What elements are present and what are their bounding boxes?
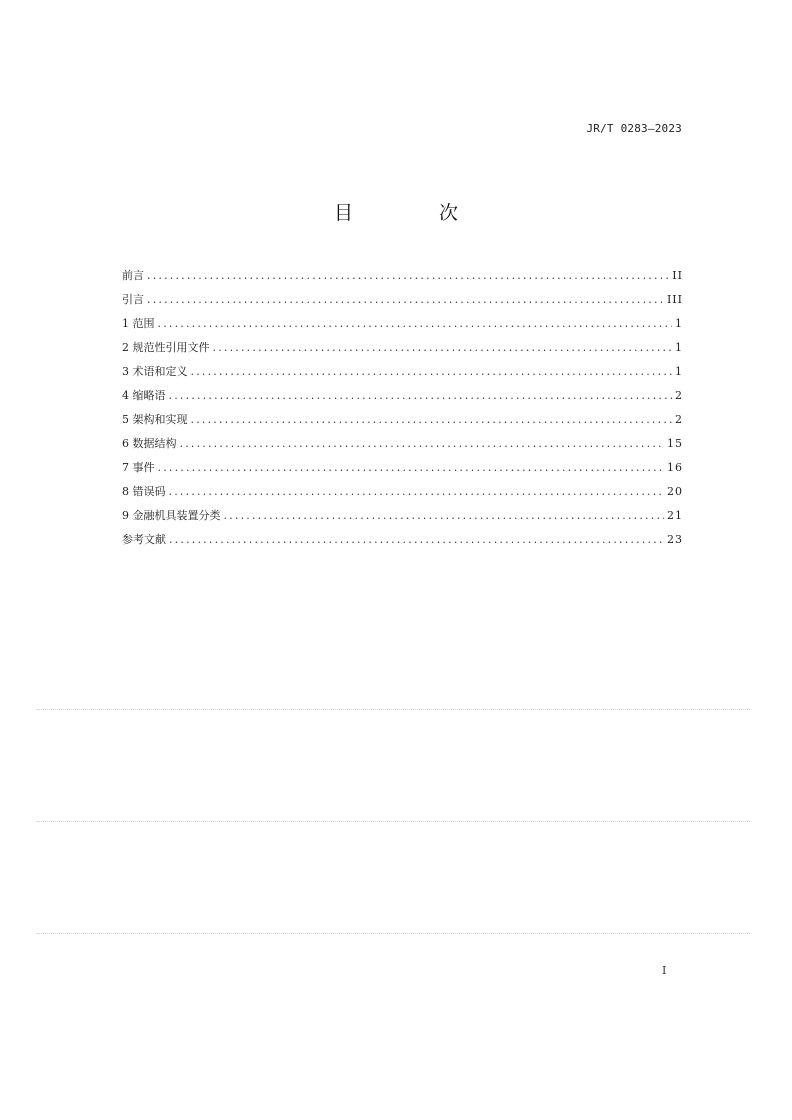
toc-entry-page: 15: [667, 437, 683, 450]
toc-entry-label: 4 缩略语: [122, 389, 166, 402]
toc-entry-error-codes[interactable]: [122, 482, 683, 506]
toc-entry-label: 引言: [122, 293, 144, 306]
toc-leader-dots: [169, 386, 673, 406]
toc-leader-dots: [147, 266, 669, 286]
toc-entry-page: 1: [675, 341, 683, 354]
toc-entry-page: 1: [675, 317, 683, 330]
toc-entry-foreword[interactable]: [122, 266, 683, 290]
page-separator: [36, 709, 750, 710]
toc-entry-label: 7 事件: [122, 461, 155, 474]
toc-entry-architecture[interactable]: [122, 410, 683, 434]
page-separator: [36, 933, 750, 934]
toc-entry-normative-references[interactable]: [122, 338, 683, 362]
toc-entry-label: 3 术语和定义: [122, 365, 188, 378]
toc-leader-dots: [158, 458, 665, 478]
toc-entry-label: 2 规范性引用文件: [122, 341, 210, 354]
toc-entry-page: 21: [667, 509, 683, 522]
toc-entry-page: 16: [667, 461, 683, 474]
toc-entry-page: 20: [667, 485, 683, 498]
toc-entry-device-classification[interactable]: [122, 506, 683, 530]
toc-entry-page: 23: [667, 533, 683, 546]
page-number: I: [662, 964, 667, 977]
toc-leader-dots: [147, 290, 664, 310]
toc-entry-scope[interactable]: [122, 314, 683, 338]
toc-leader-dots: [180, 434, 665, 454]
toc-leader-dots: [169, 482, 665, 502]
toc-leader-dots: [213, 338, 673, 358]
toc-entry-label: 前言: [122, 269, 144, 282]
toc-entry-introduction[interactable]: [122, 290, 683, 314]
table-of-contents: [122, 266, 683, 554]
toc-entry-terms-definitions[interactable]: [122, 362, 683, 386]
toc-leader-dots: [224, 506, 665, 526]
toc-entry-page: 2: [675, 413, 683, 426]
toc-entry-label: 8 错误码: [122, 485, 166, 498]
toc-entry-page: 1: [675, 365, 683, 378]
toc-entry-page: II: [672, 269, 683, 282]
toc-entry-data-structures[interactable]: [122, 434, 683, 458]
toc-entry-page: 2: [675, 389, 683, 402]
toc-leader-dots: [191, 410, 673, 430]
toc-entry-label: 9 金融机具装置分类: [122, 509, 221, 522]
toc-entry-label: 5 架构和实现: [122, 413, 188, 426]
toc-entry-page: III: [666, 293, 683, 306]
standard-code: JR/T 0283—2023: [586, 122, 682, 135]
toc-leader-dots: [158, 314, 673, 334]
toc-entry-label: 参考文献: [122, 533, 166, 546]
toc-entry-label: 6 数据结构: [122, 437, 177, 450]
toc-entry-label: 1 范围: [122, 317, 155, 330]
toc-entry-events[interactable]: [122, 458, 683, 482]
toc-entry-bibliography[interactable]: [122, 530, 683, 554]
toc-leader-dots: [191, 362, 673, 382]
toc-title: 目 次: [333, 202, 499, 224]
page-separator: [36, 821, 750, 822]
toc-leader-dots: [169, 530, 664, 550]
toc-entry-abbreviations[interactable]: [122, 386, 683, 410]
